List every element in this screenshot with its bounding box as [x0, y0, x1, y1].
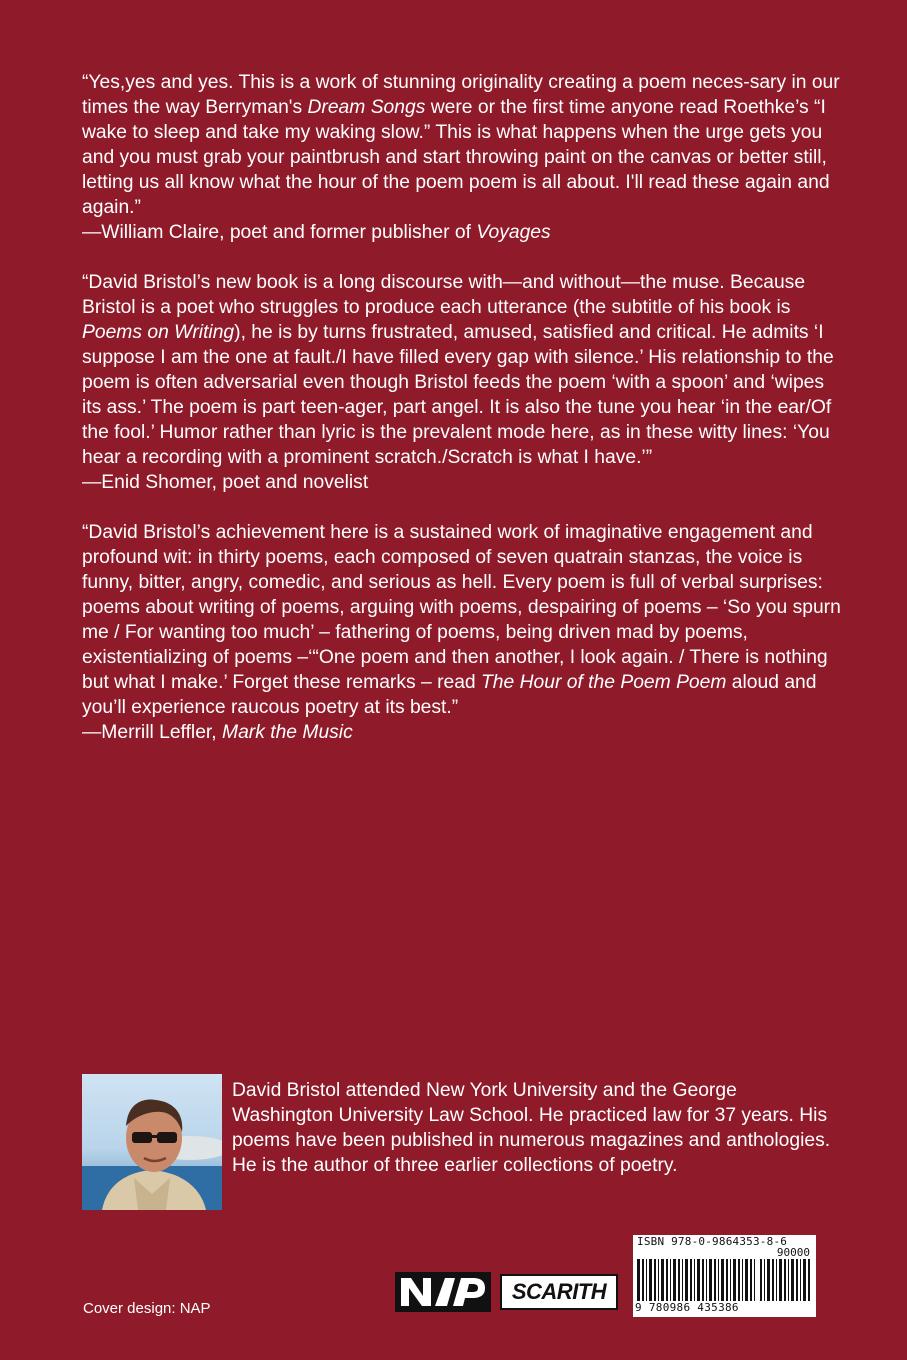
- endorsement-1: [82, 70, 842, 245]
- barcode-bar: [714, 1259, 716, 1301]
- isbn-barcode: [633, 1235, 816, 1317]
- barcode-bar: [694, 1259, 695, 1301]
- ean-barcode-bars: [637, 1259, 755, 1303]
- barcode-bar: [702, 1259, 704, 1301]
- barcode-bar: [754, 1259, 755, 1301]
- barcode-bar: [646, 1259, 647, 1301]
- barcode-bar: [658, 1259, 659, 1301]
- barcode-bar: [690, 1259, 692, 1301]
- barcode-bar: [673, 1259, 676, 1301]
- barcode-bar: [649, 1259, 652, 1301]
- barcode-bar: [776, 1259, 777, 1301]
- quote-text: Poems on Writing: [82, 322, 235, 343]
- quote-text: “Yes,yes and yes. This is a work of stunning originality creating a poem neces-sary in our times the way Berryman's: [82, 72, 840, 118]
- quote-text: were or the first time anyone read Roethke’s “I wake to sleep and take my waking slow.” This is what happens when the urge gets you and you must grab your paintbrush and start throwing paint on the canvas or better still, letting us all know what the hour of the poem poem is all about. I'll read these again and again.”: [82, 97, 830, 218]
- endorsement-3: [82, 520, 842, 745]
- barcode-bar: [750, 1259, 752, 1301]
- barcode-bar: [678, 1259, 680, 1301]
- barcode-bar: [791, 1259, 794, 1301]
- ean-digits: 9 780986 435386: [635, 1301, 739, 1314]
- addon-barcode-bars: [760, 1259, 812, 1303]
- barcode-bar: [654, 1259, 656, 1301]
- barcode-bar: [772, 1259, 774, 1301]
- endorsements: [82, 70, 842, 770]
- scarith-publisher-logo: SCARITH: [500, 1274, 618, 1310]
- barcode-bar: [730, 1259, 731, 1301]
- barcode-bar: [808, 1259, 810, 1301]
- barcode-bar: [796, 1259, 798, 1301]
- barcode-bar: [767, 1259, 770, 1301]
- endorsement-2: [82, 270, 842, 495]
- barcode-bar: [697, 1259, 700, 1301]
- barcode-bar: [709, 1259, 712, 1301]
- quote-text: Dream Songs: [307, 97, 426, 118]
- attribution-text: Voyages: [476, 222, 551, 243]
- barcode-bar: [718, 1259, 719, 1301]
- barcode-bar: [637, 1259, 640, 1301]
- price-addon-digits: 90000: [776, 1246, 810, 1259]
- barcode-bar: [685, 1259, 688, 1301]
- nap-logo-mark: [395, 1272, 491, 1312]
- barcode-bar: [788, 1259, 789, 1301]
- attribution-text: —William Claire, poet and former publisher of: [82, 222, 477, 243]
- nap-publisher-logo: [395, 1272, 491, 1312]
- barcode-bar: [706, 1259, 707, 1301]
- barcode-bar: [779, 1259, 782, 1301]
- quote-text: “David Bristol’s achievement here is a sustained work of imaginative engagement and profound wit: in thirty poems, each composed of seven quatrain stanzas, the voice is funny, bitter, angry, comedic, and serious as hell. Every poem is full of verbal surprises: poems about writing of poems, arguing with poems, despairing of poems – ‘So you spurn me / For wanting too much’ – fathering of poems, being driven mad by poems, existentializing of poems –‘“One poem and then another, I look again. / There is nothing but what I make.’ Forget these remarks – read: [82, 522, 841, 693]
- author-bio: David Bristol attended New York University and the George Washington University Law School. He practiced law for 37 years. His poems have been published in numerous magazines and anthologies. He is the author of three earlier collections of poetry.: [232, 1080, 831, 1176]
- endorsement-quote: [82, 270, 842, 470]
- endorsement-quote: [82, 70, 842, 220]
- author-photo: [82, 1074, 222, 1210]
- quote-text: “David Bristol’s new book is a long discourse with—and without—the muse. Because Bristol is a poet who struggles to produce each utterance (the subtitle of his book is: [82, 272, 806, 318]
- cover-design-credit: Cover design: NAP: [83, 1300, 211, 1317]
- endorsement-attribution: [82, 720, 842, 745]
- quote-text: aloud and you’ll experience raucous poetry at its best.”: [82, 672, 817, 718]
- attribution-text: —Merrill Leffler,: [82, 722, 223, 743]
- attribution-text: Mark the Music: [222, 722, 353, 743]
- barcode-bar: [745, 1259, 748, 1301]
- endorsement-attribution: [82, 220, 842, 245]
- barcode-bar: [666, 1259, 668, 1301]
- quote-text: ), he is by turns frustrated, amused, satisfied and critical. He admits ‘I suppose I am the one at fault./I have filled every gap with silence.’ His relationship to the poem is often adversarial even though Bristol feeds the poem ‘with a spoon’ and ‘wipes its ass.’ The poem is part teen-ager, part angel. It is also the tune you hear ‘in the ear/Of the fool.’ Humor rather than lyric is the prevalent mode here, as in these witty lines: ‘You hear a recording with a prominent scratch./Scratch is what I have.’”: [82, 322, 834, 468]
- barcode-bar: [721, 1259, 724, 1301]
- barcode-bar: [800, 1259, 801, 1301]
- barcode-bar: [738, 1259, 740, 1301]
- barcode-bar: [764, 1259, 765, 1301]
- barcode-bar: [742, 1259, 743, 1301]
- quote-text: The Hour of the Poem Poem: [481, 672, 727, 693]
- barcode-bar: [760, 1259, 762, 1301]
- barcode-bar: [642, 1259, 644, 1301]
- endorsement-quote: [82, 520, 842, 720]
- attribution-text: —Enid Shomer, poet and novelist: [82, 472, 369, 493]
- barcode-bar: [784, 1259, 786, 1301]
- barcode-bar: [803, 1259, 806, 1301]
- barcode-bar: [670, 1259, 671, 1301]
- barcode-bar: [726, 1259, 728, 1301]
- author-portrait-image: [82, 1074, 222, 1210]
- barcode-bar: [661, 1259, 664, 1301]
- endorsement-attribution: [82, 470, 842, 495]
- barcode-bar: [682, 1259, 683, 1301]
- barcode-bar: [733, 1259, 736, 1301]
- isbn-number: ISBN 978-0-9864353-8-6: [637, 1235, 788, 1248]
